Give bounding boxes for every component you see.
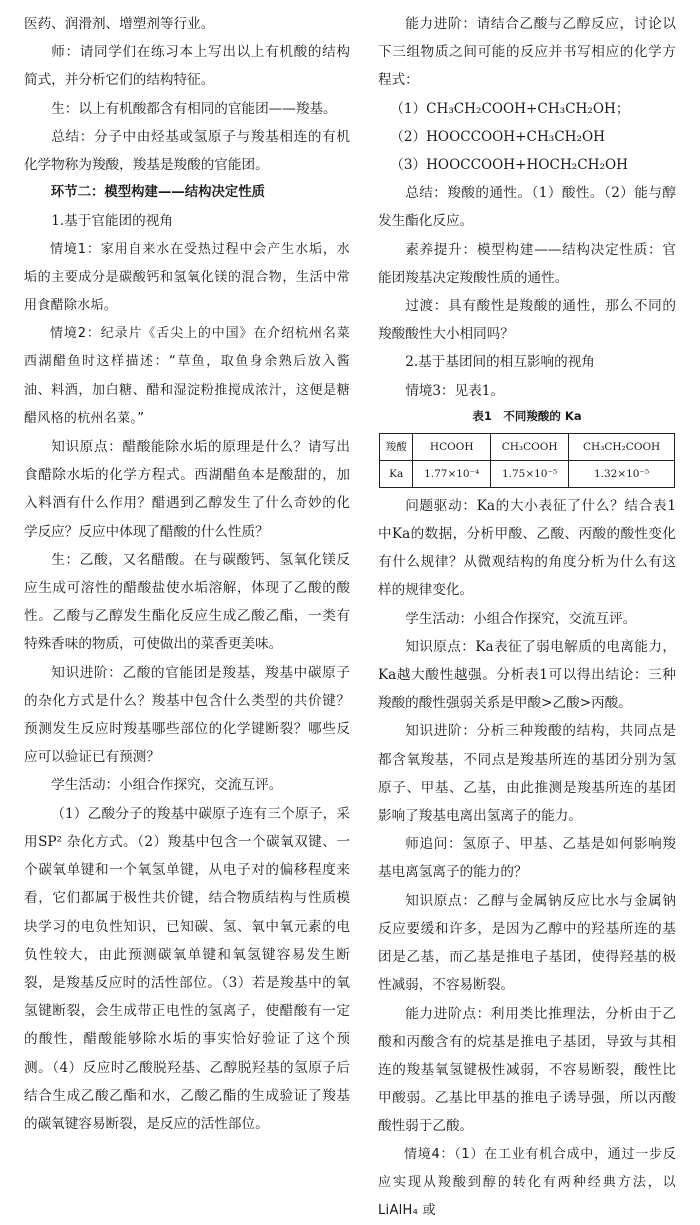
paragraph: 情境4：（1）在工业有机合成中，通过一步反应实现从羧酸到醇的转化有两种经典方法，以 LiAlH₄ 或 <box>378 1146 676 1218</box>
paragraph: 学生活动：小组合作探究，交流互评。 <box>51 777 283 794</box>
table-row-label: Ka <box>380 460 413 487</box>
paragraph: 知识原点：醋酸能除水垢的原理是什么？请写出食醋除水垢的化学方程式。西湖醋鱼本是酸甜的，加入料酒有什么作用？醋遇到乙醇发生了什么奇妙的化学反应？反应中体现了醋酸的什么性质？ <box>24 439 350 540</box>
paragraph: 1.基于官能团的视角 <box>51 213 173 230</box>
left-column <box>24 10 350 1138</box>
paragraph: 能力进阶：请结合乙酸与乙醇反应，讨论以下三组物质之间可能的反应并书写相应的化学方程式： <box>378 16 676 89</box>
table-cell: 1.32×10⁻⁵ <box>569 460 675 487</box>
paragraph: （1）乙酸分子的羧基中碳原子连有三个原子，采用SP² 杂化方式。（2）羧基中包含一个碳氧双键、一个碳氧单键和一个氧氢单键，从电子对的偏移程度来看，它们都属于极性共价键，结合物质结构与性质模块学习的电负性知识，已知碳、氢、氧中氧元素的电负性较大，由此预测碳氧单键和氧氢键容易发生断裂，是羧基反应时的活性部位。（3）若是羧基中的氧氢键断裂，会生成带正电性的氢离子，使醋酸有一定的酸性，醋酸能够除水垢的事实恰好验证了这个预测。（4）反应时乙酸脱羟基、乙醇脱羟基的氢原子后结合生成乙酸乙酯和水，乙酸乙酯的生成验证了羧基的碳氧键容易断裂，是反应的活性部位。 <box>24 805 350 1132</box>
paragraph: 师：请同学们在练习本上写出以上有机酸的结构简式，并分析它们的结构特征。 <box>24 44 350 89</box>
paragraph: 生：以上有机酸都含有相同的官能团——羧基。 <box>51 100 337 117</box>
paragraph: 生：乙酸，又名醋酸。在与碳酸钙、氢氧化镁反应生成可溶性的醋酸盐使水垢溶解，体现了乙酸的酸性。乙酸与乙醇发生酯化反应生成乙酸乙酯，一类有特殊香味的物质，可使做出的菜香更美味。 <box>24 551 350 653</box>
paragraph: 总结：羧酸的通性。（1）酸性。（2）能与醇发生酯化反应。 <box>378 185 676 230</box>
paragraph: （1）CH₃CH₂COOH+CH₃CH₂OH； <box>390 100 630 117</box>
paragraph: （3）HOOCCOOH+HOCH₂CH₂OH <box>390 157 628 174</box>
right-column-top <box>378 10 676 405</box>
paragraph: 学生活动：小组合作探究，交流互评。 <box>405 610 637 627</box>
paragraph: 知识进阶：乙酸的官能团是羧基，羧基中碳原子的杂化方式是什么？羧基中包含什么类型的共价键？预测发生反应时羧基哪些部位的化学键断裂？哪些反应可以验证已有预测？ <box>24 664 350 766</box>
table-cell: 1.77×10⁻⁴ <box>413 460 491 487</box>
paragraph: 2.基于基团间的相互影响的视角 <box>405 354 595 371</box>
ka-table <box>379 433 675 488</box>
paragraph: 情境2：纪录片《舌尖上的中国》在介绍杭州名菜西湖醋鱼时这样描述：“草鱼，取鱼身余熟后放入酱油、料酒，加白糖、醋和湿淀粉推搅成浓汁，这便是糖醋风格的杭州名菜。” <box>24 326 350 426</box>
paragraph: 知识进阶：分析三种羧酸的结构，共同点是都含氧羧基，不同点是羧基所连的基团分别为氢原子、甲基、乙基，由此推测是羧基所连的基团影响了羧基电离出氢离子的能力。 <box>378 723 676 825</box>
paragraph: 能力进阶点：利用类比推理法，分析由于乙酸和丙酸含有的烷基是推电子基团，导致与其相连的羧基氧氢键极性减弱，不容易断裂，酸性比甲酸弱。乙基比甲基的推电子诱导强，所以丙酸酸性弱于乙酸。 <box>378 1005 676 1135</box>
paragraph: 过渡：具有酸性是羧酸的通性，那么不同的羧酸酸性大小相同吗？ <box>378 298 676 343</box>
paragraph: 情境3：见表1。 <box>405 382 505 399</box>
paragraph: 问题驱动：Ka的大小表征了什么？结合表1中Ka的数据，分析甲酸、乙酸、丙酸的酸性变化有什么规律？从微观结构的角度分析为什么有这样的规律变化。 <box>378 497 676 599</box>
paragraph: 情境1：家用自来水在受热过程中会产生水垢，水垢的主要成分是碳酸钙和氢氧化镁的混合物，生活中常用食醋除水垢。 <box>24 241 350 314</box>
paragraph: 知识原点：乙醇与金属钠反应比水与金属钠反应要缓和许多，是因为乙醇中的羟基所连的基团是乙基，而乙基是推电子基团，使得羟基的极性减弱，不容易断裂。 <box>378 892 676 994</box>
paragraph: 师追问：氢原子、甲基、乙基是如何影响羧基电离氢离子的能力的？ <box>378 836 676 881</box>
right-column <box>378 10 676 1225</box>
paragraph: 素养提升：模型构建——结构决定性质：官能团羧基决定羧酸性质的通性。 <box>378 241 676 286</box>
table-row <box>380 460 675 487</box>
table-header-row <box>380 433 675 460</box>
paragraph: 总结：分子中由烃基或氢原子与羧基相连的有机化学物称为羧酸，羧基是羧酸的官能团。 <box>24 128 350 174</box>
paragraph: 环节二：模型构建——结构决定性质 <box>50 185 266 201</box>
table-title: 表1 不同羧酸的 Ka <box>472 408 582 423</box>
paragraph: 医药、润滑剂、增塑剂等行业。 <box>24 16 215 32</box>
table-header-cell: HCOOH <box>413 433 491 460</box>
table-cell: 1.75×10⁻⁵ <box>491 460 569 487</box>
paragraph: （2）HOOCCOOH+CH₃CH₂OH <box>390 128 605 145</box>
right-column-bottom <box>378 492 676 1225</box>
table-header-cell: CH₃COOH <box>491 433 569 460</box>
paragraph: 知识原点：Ka表征了弱电解质的电离能力，Ka越大酸性越强。分析表1可以得出结论：三种羧酸的酸性强弱关系是甲酸>乙酸>丙酸。 <box>378 638 676 712</box>
table-header-cell: CH₃CH₂COOH <box>569 433 675 460</box>
table-header-cell: 羧酸 <box>380 433 413 460</box>
